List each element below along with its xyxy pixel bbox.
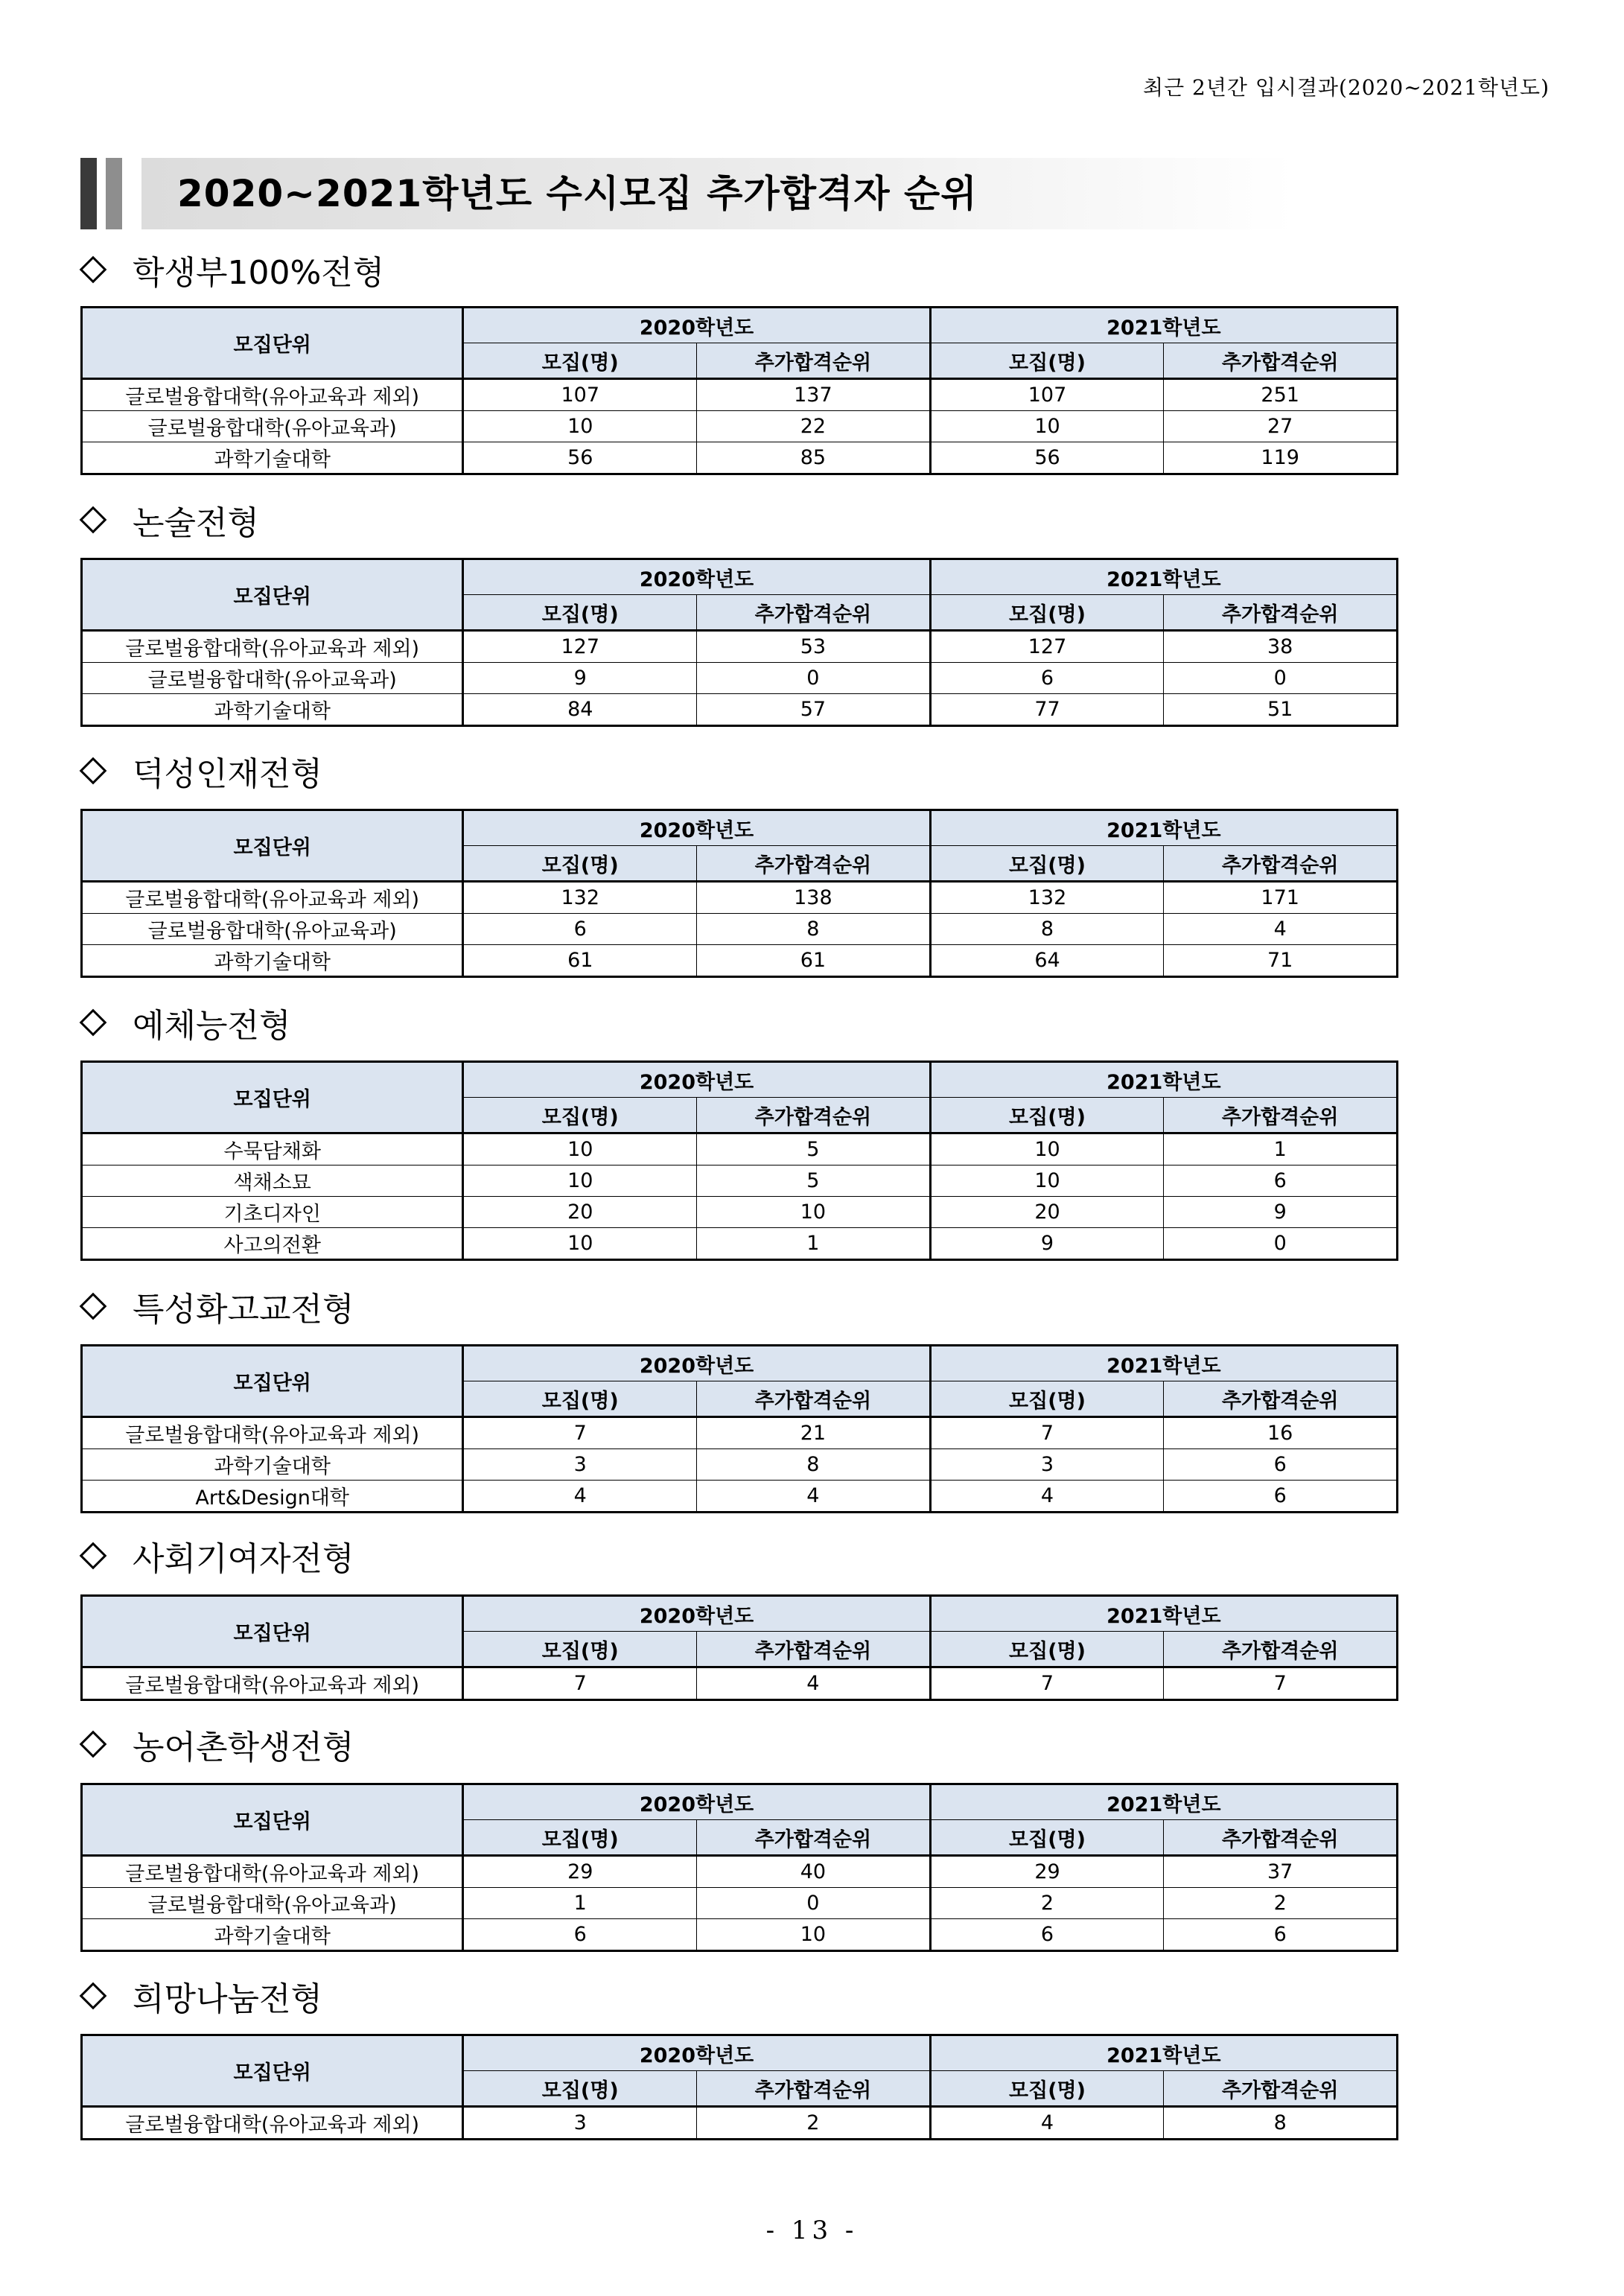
rank-2020-header: 추가합격순위: [697, 1098, 931, 1133]
rank-2021-cell: 6: [1164, 1166, 1398, 1197]
year-2021-header: 2021학년도: [930, 1784, 1397, 1820]
rank-2021-cell: 8: [1164, 2107, 1398, 2140]
rank-2021-cell: 4: [1164, 914, 1398, 945]
rank-2020-cell: 137: [697, 379, 931, 411]
rank-2020-cell: 21: [697, 1417, 931, 1449]
year-2021-header: 2021학년도: [930, 1596, 1397, 1632]
recruit-2020-cell: 20: [463, 1197, 697, 1228]
rank-2021-cell: 51: [1164, 694, 1398, 726]
table-header-row: [82, 308, 1398, 343]
unit-cell: 글로벌융합대학(유아교육과): [82, 1888, 463, 1919]
recruit-2021-cell: 3: [930, 1449, 1164, 1481]
section-title: 학생부100%전형: [133, 254, 385, 292]
year-2021-header: 2021학년도: [930, 559, 1397, 595]
section-title: 희망나눔전형: [133, 1980, 323, 2018]
rank-2020-header: 추가합격순위: [697, 2071, 931, 2107]
rank-2021-header: 추가합격순위: [1164, 1632, 1398, 1667]
rank-2020-cell: 4: [697, 1667, 931, 1700]
rank-2020-header: 추가합격순위: [697, 1820, 931, 1856]
unit-cell: 글로벌융합대학(유아교육과 제외): [82, 1856, 463, 1888]
recruit-2020-header: 모집(명): [463, 1381, 697, 1417]
section-heading-row: [77, 1000, 1403, 1045]
year-2020-header: 2020학년도: [463, 1784, 930, 1820]
rank-2021-header: 추가합격순위: [1164, 595, 1398, 631]
rank-2021-cell: 7: [1164, 1667, 1398, 1700]
rank-2021-cell: 6: [1164, 1449, 1398, 1481]
section-heading-row: [77, 247, 1403, 292]
section-title: 논술전형: [133, 504, 260, 542]
rank-2021-cell: 6: [1164, 1481, 1398, 1513]
rank-2020-header: 추가합격순위: [697, 1632, 931, 1667]
recruit-2021-cell: 9: [930, 1228, 1164, 1260]
rank-2020-cell: 10: [697, 1919, 931, 1951]
unit-header: 모집단위: [82, 1062, 463, 1133]
recruit-2020-header: 모집(명): [463, 1098, 697, 1133]
recruit-2020-cell: 1: [463, 1888, 697, 1919]
unit-header: 모집단위: [82, 1346, 463, 1417]
recruit-2021-cell: 7: [930, 1417, 1164, 1449]
diamond-bullet-icon: [80, 757, 107, 785]
section-heading-6: [77, 1533, 1403, 1578]
year-2020-header: 2020학년도: [463, 810, 930, 846]
section-heading-8: [77, 1974, 1403, 2018]
section-heading-row: [77, 1974, 1403, 2018]
year-2020-header: 2020학년도: [463, 559, 930, 595]
result-table: [80, 1783, 1398, 1952]
result-table: [80, 306, 1398, 475]
unit-cell: 색채소묘: [82, 1166, 463, 1197]
unit-cell: 글로벌융합대학(유아교육과): [82, 411, 463, 442]
rank-2020-cell: 22: [697, 411, 931, 442]
result-table: [80, 1344, 1398, 1513]
rank-2020-cell: 61: [697, 945, 931, 977]
unit-cell: 글로벌융합대학(유아교육과 제외): [82, 1417, 463, 1449]
section-heading-row: [77, 1284, 1403, 1329]
table-row: [82, 1417, 1398, 1449]
diamond-bullet-icon: [80, 1982, 107, 2010]
recruit-2020-cell: 132: [463, 882, 697, 914]
recruit-2020-cell: 3: [463, 1449, 697, 1481]
rank-2020-header: 추가합격순위: [697, 846, 931, 882]
table-row: [82, 1667, 1398, 1700]
recruit-2020-cell: 10: [463, 1166, 697, 1197]
recruit-2021-cell: 10: [930, 411, 1164, 442]
recruit-2020-header: 모집(명): [463, 2071, 697, 2107]
rank-2021-cell: 0: [1164, 663, 1398, 694]
recruit-2020-cell: 107: [463, 379, 697, 411]
unit-cell: 사고의전환: [82, 1228, 463, 1260]
recruit-2021-header: 모집(명): [930, 343, 1164, 379]
table-row: [82, 1919, 1398, 1951]
recruit-2020-header: 모집(명): [463, 595, 697, 631]
result-table: [80, 1060, 1398, 1261]
section-heading-3: [77, 748, 1403, 793]
unit-cell: 글로벌융합대학(유아교육과): [82, 663, 463, 694]
page-number: - 13 -: [765, 2216, 859, 2245]
unit-cell: 글로벌융합대학(유아교육과 제외): [82, 1667, 463, 1700]
table-row: [82, 442, 1398, 474]
table-row: [82, 1449, 1398, 1481]
recruit-2021-header: 모집(명): [930, 1632, 1164, 1667]
recruit-2021-cell: 7: [930, 1667, 1164, 1700]
rank-2021-header: 추가합격순위: [1164, 846, 1398, 882]
rank-2020-header: 추가합격순위: [697, 1381, 931, 1417]
table-header-row: [82, 1784, 1398, 1820]
recruit-2021-cell: 10: [930, 1166, 1164, 1197]
diamond-bullet-icon: [80, 1293, 107, 1320]
unit-cell: 수묵담채화: [82, 1133, 463, 1166]
rank-2020-header: 추가합격순위: [697, 595, 931, 631]
unit-cell: 과학기술대학: [82, 442, 463, 474]
header-note: 최근 2년간 입시결과(2020~2021학년도): [1143, 75, 1550, 100]
rank-2020-cell: 53: [697, 631, 931, 663]
section-title: 덕성인재전형: [133, 755, 323, 793]
recruit-2021-cell: 8: [930, 914, 1164, 945]
section-title: 특성화고교전형: [133, 1291, 354, 1329]
unit-cell: 글로벌융합대학(유아교육과 제외): [82, 631, 463, 663]
year-2021-header: 2021학년도: [930, 308, 1397, 343]
year-2021-header: 2021학년도: [930, 1346, 1397, 1381]
year-2020-header: 2020학년도: [463, 1062, 930, 1098]
unit-cell: 과학기술대학: [82, 694, 463, 726]
recruit-2021-cell: 2: [930, 1888, 1164, 1919]
table-row: [82, 663, 1398, 694]
recruit-2020-cell: 6: [463, 1919, 697, 1951]
recruit-2020-header: 모집(명): [463, 343, 697, 379]
rank-2020-cell: 8: [697, 1449, 931, 1481]
recruit-2021-cell: 4: [930, 2107, 1164, 2140]
rank-2021-header: 추가합격순위: [1164, 1381, 1398, 1417]
recruit-2021-cell: 127: [930, 631, 1164, 663]
rank-2020-cell: 4: [697, 1481, 931, 1513]
recruit-2020-cell: 84: [463, 694, 697, 726]
section-heading-4: [77, 1000, 1403, 1045]
recruit-2021-header: 모집(명): [930, 1381, 1164, 1417]
section-heading-5: [77, 1284, 1403, 1329]
rank-2021-header: 추가합격순위: [1164, 343, 1398, 379]
section-heading-2: [77, 497, 1403, 542]
table-row: [82, 1481, 1398, 1513]
section-heading-row: [77, 497, 1403, 542]
recruit-2020-cell: 3: [463, 2107, 697, 2140]
rank-2021-cell: 9: [1164, 1197, 1398, 1228]
unit-cell: 글로벌융합대학(유아교육과 제외): [82, 882, 463, 914]
table-header-row: [82, 559, 1398, 595]
table-row: [82, 631, 1398, 663]
table-row: [82, 914, 1398, 945]
rank-2021-cell: 1: [1164, 1133, 1398, 1166]
recruit-2020-cell: 61: [463, 945, 697, 977]
unit-header: 모집단위: [82, 1596, 463, 1667]
table-row: [82, 2107, 1398, 2140]
result-table: [80, 1594, 1398, 1701]
title-accent-bar-light: [106, 158, 122, 229]
recruit-2021-cell: 56: [930, 442, 1164, 474]
unit-cell: Art&Design대학: [82, 1481, 463, 1513]
recruit-2020-cell: 9: [463, 663, 697, 694]
title-block: [80, 158, 1294, 229]
rank-2020-cell: 0: [697, 663, 931, 694]
section-heading-1: [77, 247, 1403, 292]
unit-header: 모집단위: [82, 308, 463, 379]
rank-2020-cell: 5: [697, 1166, 931, 1197]
rank-2021-cell: 38: [1164, 631, 1398, 663]
diamond-bullet-icon: [80, 1542, 107, 1570]
rank-2020-cell: 40: [697, 1856, 931, 1888]
rank-2021-cell: 251: [1164, 379, 1398, 411]
recruit-2020-header: 모집(명): [463, 1820, 697, 1856]
diamond-bullet-icon: [80, 1009, 107, 1037]
table-row: [82, 1166, 1398, 1197]
rank-2021-header: 추가합격순위: [1164, 1820, 1398, 1856]
table-header-row: [82, 810, 1398, 846]
recruit-2021-cell: 6: [930, 663, 1164, 694]
recruit-2020-cell: 10: [463, 411, 697, 442]
table-row: [82, 411, 1398, 442]
recruit-2021-cell: 29: [930, 1856, 1164, 1888]
rank-2020-cell: 2: [697, 2107, 931, 2140]
section-title: 예체능전형: [133, 1007, 291, 1045]
unit-header: 모집단위: [82, 2035, 463, 2107]
rank-2020-cell: 8: [697, 914, 931, 945]
unit-cell: 과학기술대학: [82, 1919, 463, 1951]
recruit-2020-cell: 6: [463, 914, 697, 945]
recruit-2021-header: 모집(명): [930, 1098, 1164, 1133]
section-heading-row: [77, 1722, 1403, 1766]
recruit-2021-cell: 4: [930, 1481, 1164, 1513]
result-table: [80, 2034, 1398, 2140]
recruit-2020-header: 모집(명): [463, 1632, 697, 1667]
year-2020-header: 2020학년도: [463, 308, 930, 343]
rank-2020-cell: 1: [697, 1228, 931, 1260]
rank-2021-cell: 16: [1164, 1417, 1398, 1449]
recruit-2020-cell: 29: [463, 1856, 697, 1888]
rank-2021-header: 추가합격순위: [1164, 2071, 1398, 2107]
rank-2020-header: 추가합격순위: [697, 343, 931, 379]
recruit-2020-header: 모집(명): [463, 846, 697, 882]
table-header-row: [82, 2035, 1398, 2071]
recruit-2021-cell: 10: [930, 1133, 1164, 1166]
recruit-2020-cell: 4: [463, 1481, 697, 1513]
rank-2021-cell: 27: [1164, 411, 1398, 442]
recruit-2021-cell: 20: [930, 1197, 1164, 1228]
rank-2021-cell: 71: [1164, 945, 1398, 977]
result-table: [80, 809, 1398, 978]
unit-cell: 기초디자인: [82, 1197, 463, 1228]
rank-2020-cell: 85: [697, 442, 931, 474]
table-row: [82, 945, 1398, 977]
unit-header: 모집단위: [82, 810, 463, 882]
rank-2020-cell: 10: [697, 1197, 931, 1228]
recruit-2021-cell: 132: [930, 882, 1164, 914]
recruit-2020-cell: 56: [463, 442, 697, 474]
year-2020-header: 2020학년도: [463, 1596, 930, 1632]
table-row: [82, 1228, 1398, 1260]
table-row: [82, 1133, 1398, 1166]
diamond-bullet-icon: [80, 506, 107, 534]
table-row: [82, 1888, 1398, 1919]
table-row: [82, 694, 1398, 726]
unit-cell: 과학기술대학: [82, 1449, 463, 1481]
year-2021-header: 2021학년도: [930, 2035, 1397, 2071]
rank-2020-cell: 5: [697, 1133, 931, 1166]
recruit-2021-cell: 64: [930, 945, 1164, 977]
recruit-2021-header: 모집(명): [930, 595, 1164, 631]
section-heading-7: [77, 1722, 1403, 1766]
recruit-2020-cell: 10: [463, 1133, 697, 1166]
unit-cell: 글로벌융합대학(유아교육과 제외): [82, 379, 463, 411]
table-row: [82, 1197, 1398, 1228]
recruit-2020-cell: 7: [463, 1417, 697, 1449]
result-table: [80, 558, 1398, 727]
recruit-2020-cell: 10: [463, 1228, 697, 1260]
diamond-bullet-icon: [80, 256, 107, 284]
recruit-2021-header: 모집(명): [930, 846, 1164, 882]
rank-2021-cell: 37: [1164, 1856, 1398, 1888]
rank-2021-header: 추가합격순위: [1164, 1098, 1398, 1133]
rank-2021-cell: 6: [1164, 1919, 1398, 1951]
rank-2021-cell: 171: [1164, 882, 1398, 914]
recruit-2021-cell: 77: [930, 694, 1164, 726]
section-heading-row: [77, 748, 1403, 793]
table-row: [82, 882, 1398, 914]
diamond-bullet-icon: [80, 1731, 107, 1758]
unit-header: 모집단위: [82, 1784, 463, 1856]
table-row: [82, 1856, 1398, 1888]
rank-2021-cell: 119: [1164, 442, 1398, 474]
table-header-row: [82, 1596, 1398, 1632]
section-heading-row: [77, 1533, 1403, 1578]
table-row: [82, 379, 1398, 411]
table-header-row: [82, 1346, 1398, 1381]
recruit-2021-header: 모집(명): [930, 2071, 1164, 2107]
rank-2020-cell: 57: [697, 694, 931, 726]
page-title: 2020~2021학년도 수시모집 추가합격자 순위: [177, 172, 978, 215]
recruit-2020-cell: 127: [463, 631, 697, 663]
recruit-2021-cell: 107: [930, 379, 1164, 411]
recruit-2021-cell: 6: [930, 1919, 1164, 1951]
section-title: 사회기여자전형: [133, 1540, 354, 1578]
rank-2020-cell: 138: [697, 882, 931, 914]
year-2021-header: 2021학년도: [930, 1062, 1397, 1098]
recruit-2020-cell: 7: [463, 1667, 697, 1700]
table-header-row: [82, 1062, 1398, 1098]
rank-2021-cell: 2: [1164, 1888, 1398, 1919]
unit-cell: 과학기술대학: [82, 945, 463, 977]
section-title: 농어촌학생전형: [133, 1729, 354, 1766]
unit-cell: 글로벌융합대학(유아교육과): [82, 914, 463, 945]
recruit-2021-header: 모집(명): [930, 1820, 1164, 1856]
year-2021-header: 2021학년도: [930, 810, 1397, 846]
unit-cell: 글로벌융합대학(유아교육과 제외): [82, 2107, 463, 2140]
year-2020-header: 2020학년도: [463, 2035, 930, 2071]
rank-2021-cell: 0: [1164, 1228, 1398, 1260]
year-2020-header: 2020학년도: [463, 1346, 930, 1381]
title-accent-bar-dark: [80, 158, 97, 229]
rank-2020-cell: 0: [697, 1888, 931, 1919]
unit-header: 모집단위: [82, 559, 463, 631]
